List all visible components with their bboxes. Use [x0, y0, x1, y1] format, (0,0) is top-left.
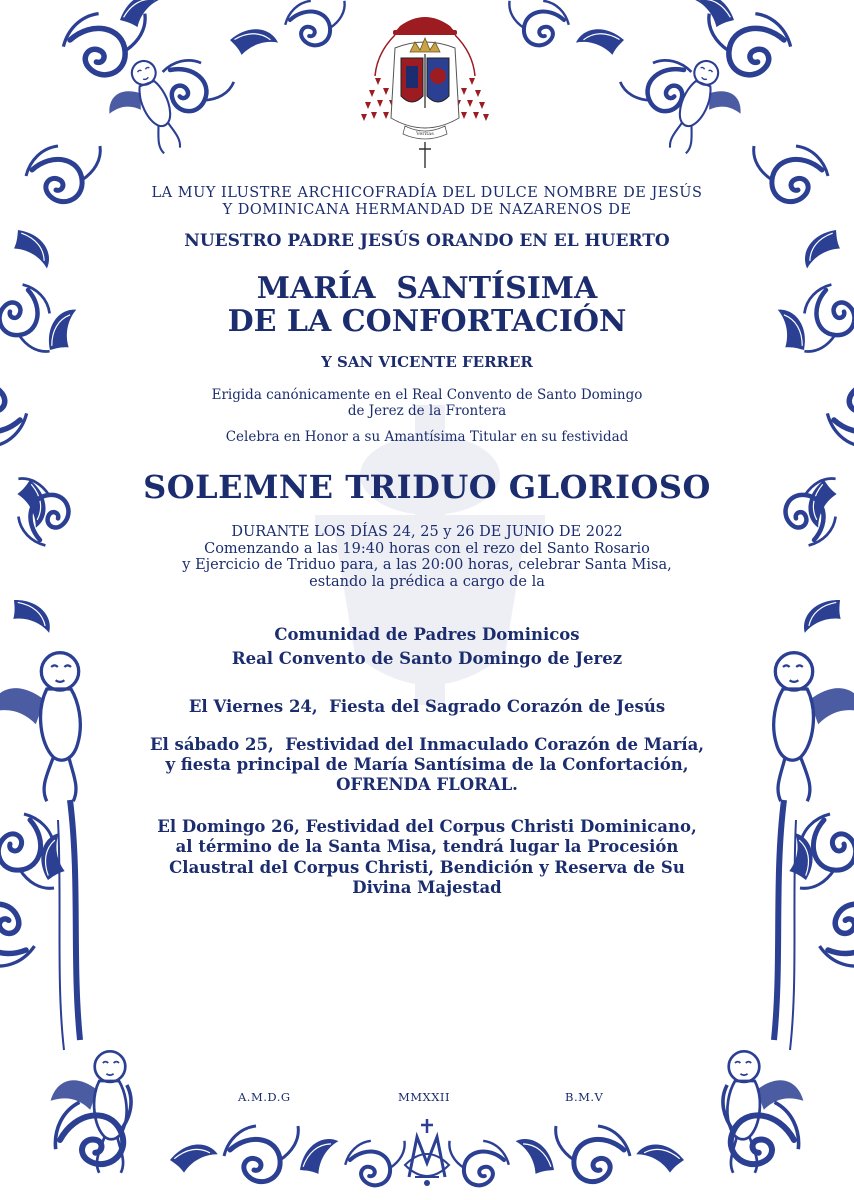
erigida-line-1: Erigida canónicamente en el Real Convento de Santo Domingo [211, 387, 643, 404]
durante-text [110, 524, 744, 591]
svg-text:Veritas: Veritas [416, 131, 434, 137]
domingo-line-1: El Domingo 26, Festividad del Corpus Christi Dominicano, [157, 817, 697, 837]
celebra-text: Celebra en Honor a su Amantísima Titular en su festividad [225, 428, 629, 445]
preacher-line-1: Comunidad de Padres Dominicos [274, 624, 580, 644]
marian-monogram-icon [395, 1115, 459, 1189]
coat-of-arms-image [355, 8, 495, 173]
durante-line-3: y Ejercicio de Triduo para, a las 20:00 horas, celebrar Santa Misa, [182, 557, 672, 574]
viernes-text: El Viernes 24, Fiesta del Sagrado Corazón de Jesús [188, 697, 666, 717]
footer-year: MMXXII [398, 1090, 451, 1104]
erigida-line-2: de Jerez de la Frontera [347, 403, 507, 420]
durante-line-4: estando la prédica a cargo de la [309, 573, 545, 590]
sabado-line-1: El sábado 25, Festividad del Inmaculado Corazón de María, [149, 734, 705, 754]
poster-text [110, 185, 744, 898]
maria-title [110, 272, 744, 338]
maria-title-line-2: DE LA CONFORTACIÓN [227, 303, 627, 339]
durante-line-2: Comenzando a las 19:40 horas con el rezo del Santo Rosario [204, 540, 650, 557]
domingo-line-2: al término de la Santa Misa, tendrá lugar la Procesión [175, 837, 679, 857]
preacher-block [110, 623, 744, 673]
archicofradia-line-2: Y DOMINICANA HERMANDAD DE NAZARENOS DE [222, 201, 632, 218]
domingo-line-3: Claustral del Corpus Christi, Bendición y Reserva de Su [169, 857, 685, 877]
sabado-block [110, 735, 744, 795]
footer-bmv: B.M.V [565, 1090, 604, 1104]
archicofradia-line-1: LA MUY ILUSTRE ARCHICOFRADÍA DEL DULCE NOMBRE DE JESÚS [151, 185, 703, 201]
erigida-text [110, 387, 744, 419]
maria-title-line-1: MARÍA SANTÍSIMA [256, 270, 598, 306]
hermandad-title: NUESTRO PADRE JESÚS ORANDO EN EL HUERTO [184, 231, 670, 252]
vicente-subtitle: Y SAN VICENTE FERRER [321, 352, 533, 371]
domingo-block [110, 817, 744, 898]
sabado-line-2: y fiesta principal de María Santísima de la Confortación, [165, 755, 689, 775]
durante-line-1: DURANTE LOS DÍAS 24, 25 y 26 DE JUNIO DE 2022 [231, 523, 623, 540]
domingo-line-4: Divina Majestad [352, 877, 502, 897]
preacher-line-2: Real Convento de Santo Domingo de Jerez [231, 649, 623, 669]
triduo-title: SOLEMNE TRIDUO GLORIOSO [143, 468, 711, 507]
sabado-line-3: OFRENDA FLORAL. [336, 775, 518, 795]
footer-amdg: A.M.D.G [238, 1090, 291, 1104]
